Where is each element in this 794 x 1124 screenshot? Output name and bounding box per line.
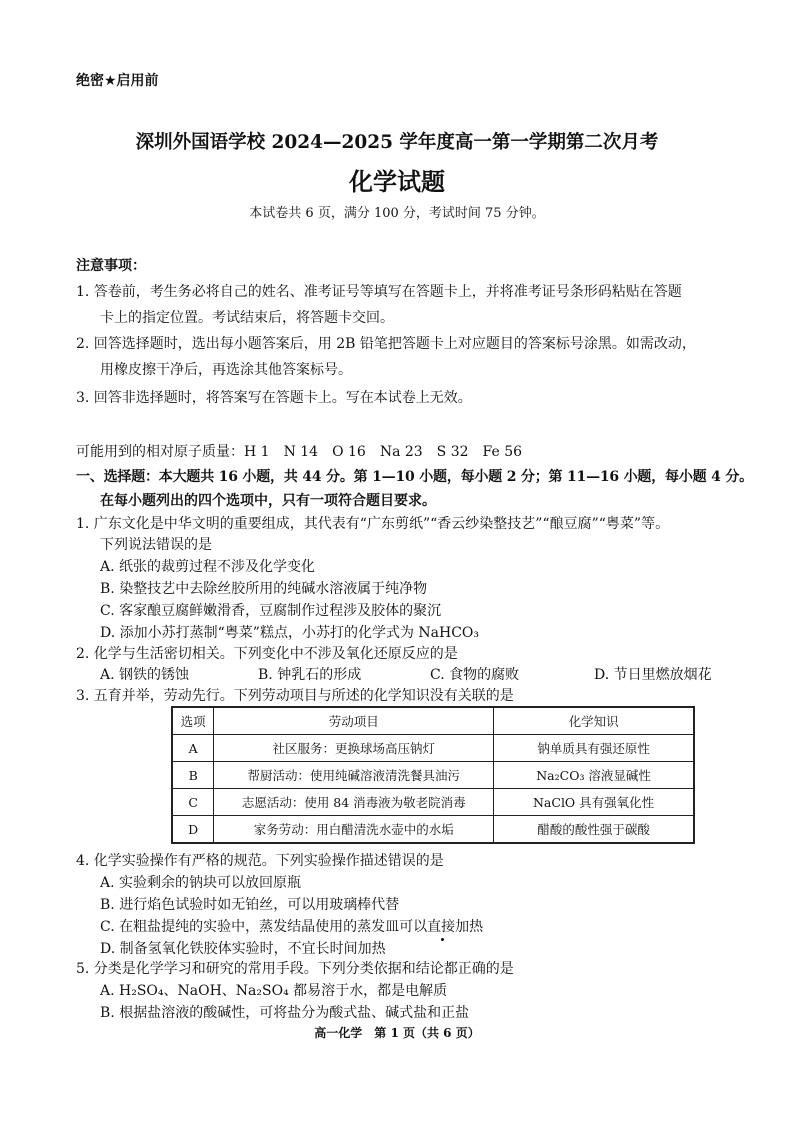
q3-row-d-knowledge: 醋酸的酸性强于碳酸 [494,816,694,844]
q1-option-c: C. 客家酿豆腐鲜嫩滑香，豆腐制作过程涉及胶体的聚沉 [100,603,442,619]
q2-option-c: C. 食物的腐败 [430,667,520,683]
q5-stem: 5. 分类是化学学习和研究的常用手段。下列分类依据和结论都正确的是 [76,961,514,977]
q3-table [171,706,695,844]
notice-item-1-cont: 卡上的指定位置。考试结束后，将答题卡交回。 [100,310,394,326]
q3-row-c-knowledge: NaClO 具有强氧化性 [494,789,694,816]
q3-row-b-labor: 帮厨活动：使用纯碱溶液清洗餐具油污 [214,762,494,789]
notice-heading: 注意事项： [76,258,146,274]
subject-title: 化学试题 [349,167,445,196]
q2-option-d: D. 节日里燃放烟花 [594,667,712,683]
q3-header-labor: 劳动项目 [214,707,494,735]
section1-instruction: 在每小题列出的四个选项中，只有一项符合题目要求。 [100,493,436,509]
table-row [172,735,694,762]
table-row [172,762,694,789]
q3-stem: 3. 五育并举，劳动先行。下列劳动项目与所述的化学知识没有关联的是 [76,688,514,704]
q4-option-d: D. 制备氢氧化铁胶体实验时，不宜长时间加热 [100,941,386,957]
q3-row-c-labor: 志愿活动：使用 84 消毒液为敬老院消毒 [214,789,494,816]
notice-item-1: 1. 答卷前，考生务必将自己的姓名、准考证号等填写在答题卡上，并将准考证号条形码粘贴在答题 [76,284,682,300]
notice-item-3: 3. 回答非选择题时，将答案写在答题卡上。写在本试卷上无效。 [76,390,472,406]
exam-title: 深圳外国语学校 2024—2025 学年度高一第一学期第二次月考 [135,132,659,153]
q3-row-b-option: B [172,762,214,789]
q3-row-a-knowledge: 钠单质具有强还原性 [494,735,694,762]
notice-item-2-cont: 用橡皮擦干净后，再选涂其他答案标号。 [100,362,352,378]
q2-stem: 2. 化学与生活密切相关。下列变化中不涉及氧化还原反应的是 [76,646,458,662]
section1-heading: 一、选择题：本大题共 16 小题，共 44 分。第 1—10 小题，每小题 2 分；第 11—16 小题，每小题 4 分。 [76,469,753,485]
q2-option-b: B. 钟乳石的形成 [258,667,362,683]
exam-info: 本试卷共 6 页，满分 100 分，考试时间 75 分钟。 [249,206,545,221]
notice-item-2: 2. 回答选择题时，选出每小题答案后，用 2B 铅笔把答题卡上对应题目的答案标号涂黑。如需改动， [76,336,696,352]
q3-table-header [172,707,694,735]
q3-row-c-option: C [172,789,214,816]
q3-header-knowledge: 化学知识 [494,707,694,735]
q3-row-a-labor: 社区服务：更换球场高压钠灯 [214,735,494,762]
q3-row-d-labor: 家务劳动：用白醋清洗水壶中的水垢 [214,816,494,844]
table-row [172,816,694,844]
q1-option-a: A. 纸张的裁剪过程不涉及化学变化 [100,559,316,575]
stray-mark [441,938,444,941]
q4-option-b: B. 进行焰色试验时如无铂丝，可以用玻璃棒代替 [100,897,400,913]
q4-option-c: C. 在粗盐提纯的实验中，蒸发结晶使用的蒸发皿可以直接加热 [100,919,484,935]
q1-stem: 1. 广东文化是中华文明的重要组成，其代表有“广东剪纸”“香云纱染整技艺”“酿豆腐”“粤菜”等。 [76,516,670,532]
page-footer: 高一化学 第 1 页（共 6 页） [314,1026,480,1040]
q1-stem-cont: 下列说法错误的是 [100,537,212,553]
q1-option-b: B. 染整技艺中去除丝胶所用的纯碱水溶液属于纯净物 [100,581,428,597]
q3-row-b-knowledge: Na₂CO₃ 溶液显碱性 [494,762,694,789]
table-row [172,789,694,816]
q4-option-a: A. 实验剩余的钠块可以放回原瓶 [100,875,302,891]
atomic-masses: 可能用到的相对原子质量：H 1 N 14 O 16 Na 23 S 32 Fe 56 [76,444,523,460]
q4-stem: 4. 化学实验操作有严格的规范。下列实验操作描述错误的是 [76,853,444,869]
confidential-mark: 绝密★启用前 [76,73,159,89]
q3-row-d-option: D [172,816,214,844]
q5-option-a: A. H₂SO₄、NaOH、Na₂SO₄ 都易溶于水，都是电解质 [100,983,448,999]
q3-row-a-option: A [172,735,214,762]
q2-option-a: A. 钢铁的锈蚀 [100,667,190,683]
q3-header-option: 选项 [172,707,214,735]
q1-option-d: D. 添加小苏打蒸制“粤菜”糕点，小苏打的化学式为 NaHCO₃ [100,625,479,641]
q5-option-b: B. 根据盐溶液的酸碱性，可将盐分为酸式盐、碱式盐和正盐 [100,1005,470,1021]
